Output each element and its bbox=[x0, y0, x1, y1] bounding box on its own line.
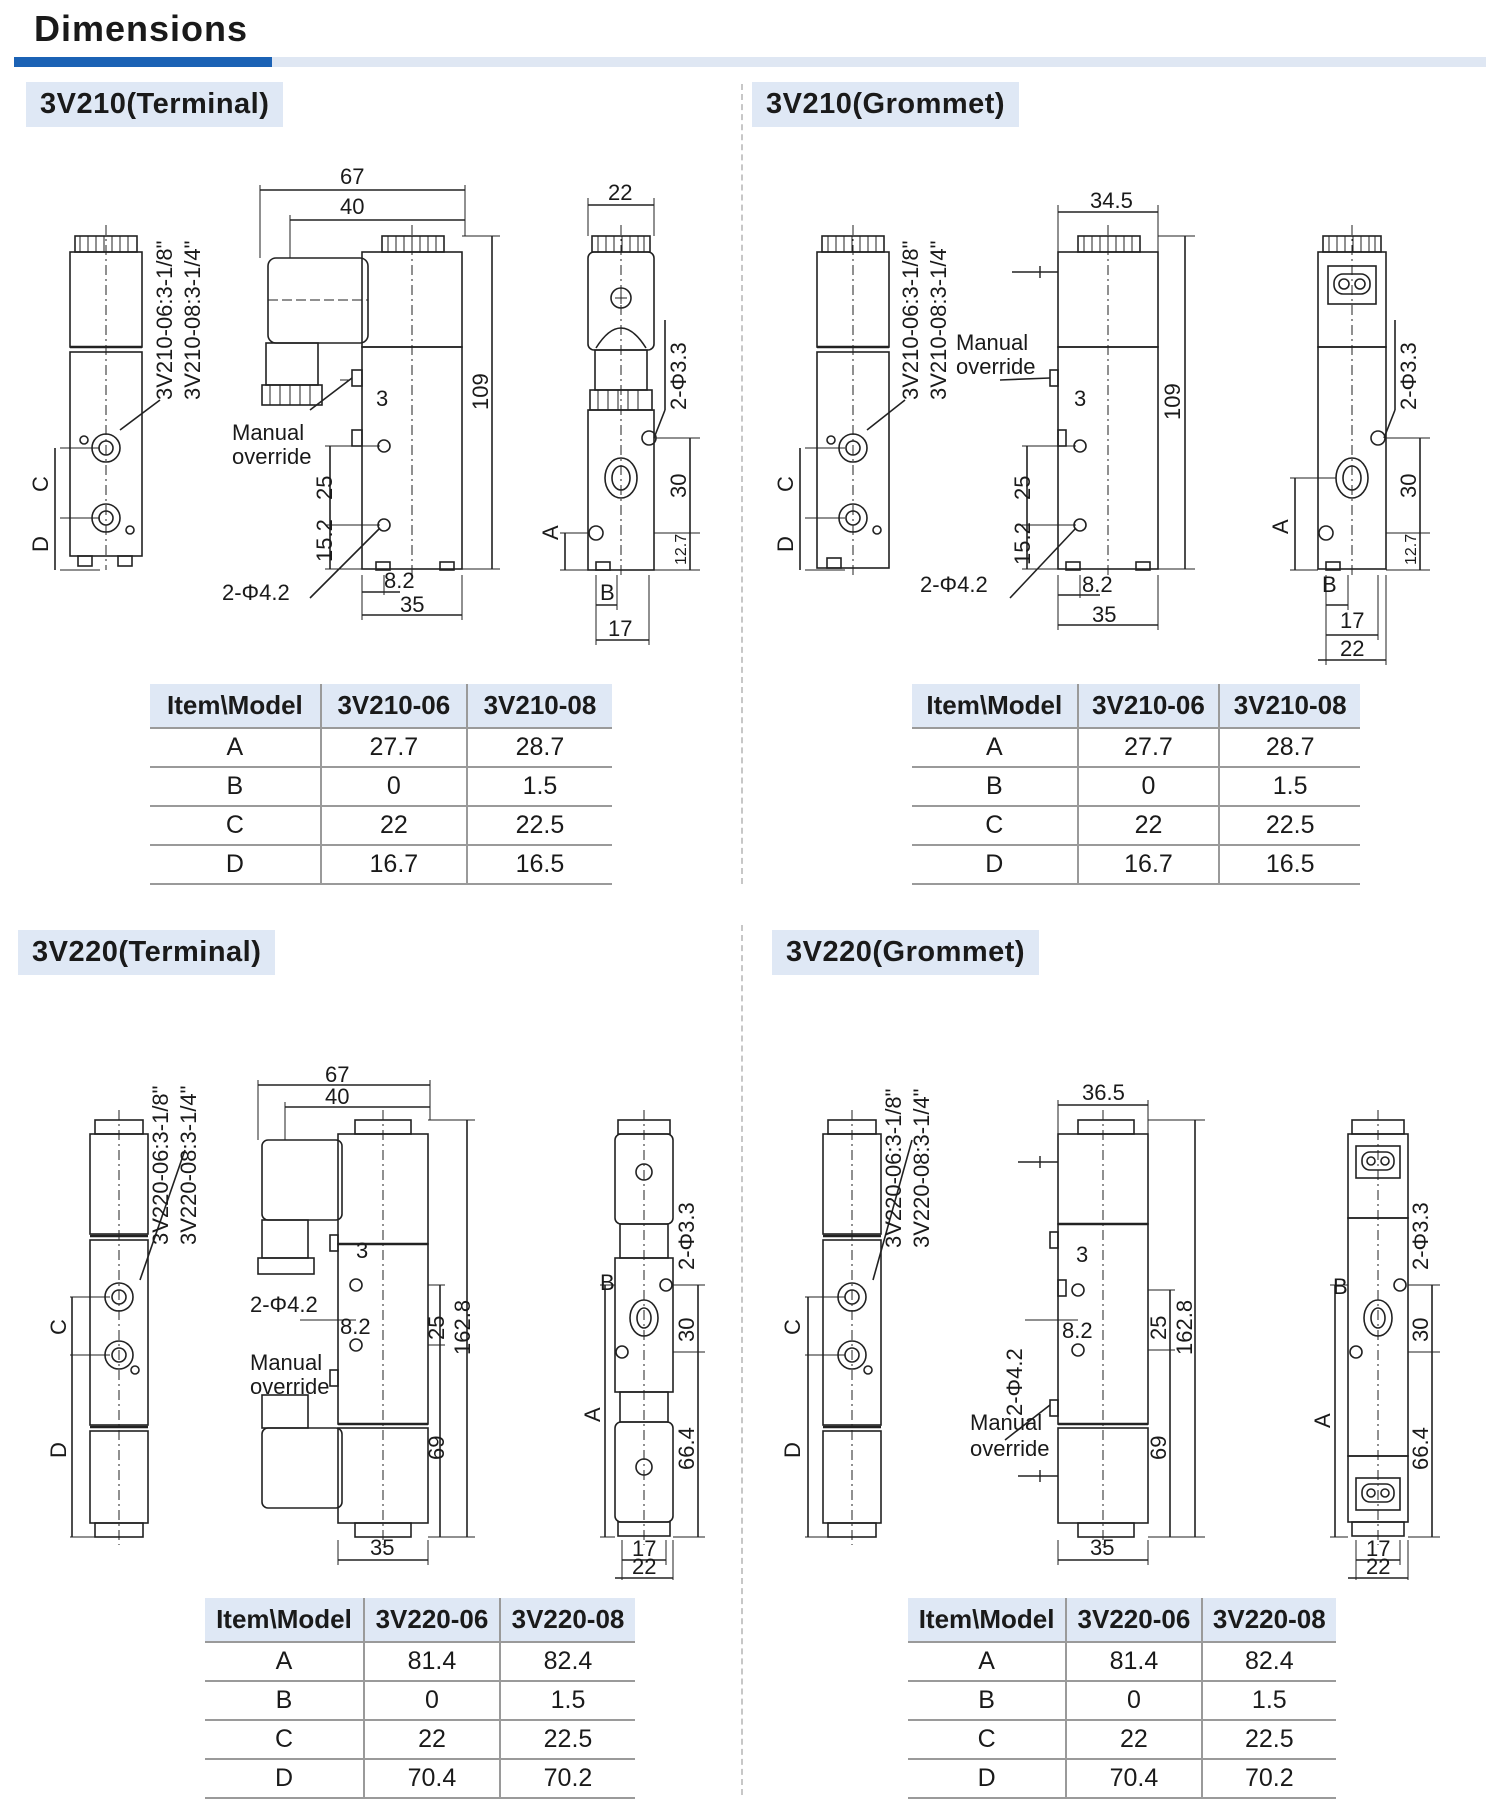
table-cell: 70.4 bbox=[364, 1759, 500, 1798]
table-cell: C bbox=[150, 806, 321, 845]
table-cell: 22.5 bbox=[500, 1720, 635, 1759]
callout-label: override bbox=[250, 1374, 330, 1399]
callout-label: 2-Φ3.3 bbox=[674, 1202, 699, 1270]
table-cell: 22 bbox=[321, 806, 467, 845]
dimension-label: 69 bbox=[424, 1435, 449, 1460]
table-header: 3V220-06 bbox=[1066, 1598, 1201, 1642]
callout-label: 2-Φ3.3 bbox=[1408, 1202, 1433, 1270]
table-cell: B bbox=[912, 767, 1078, 806]
table-cell: A bbox=[912, 728, 1078, 767]
dimension-label: 25 bbox=[1146, 1315, 1171, 1340]
table-cell: 22.5 bbox=[467, 806, 612, 845]
table-cell: D bbox=[912, 845, 1078, 884]
table-cell: 22 bbox=[1078, 806, 1220, 845]
table-cell: C bbox=[908, 1720, 1066, 1759]
table-cell: 16.5 bbox=[467, 845, 612, 884]
port-label: 3V210-08:3-1/4" bbox=[926, 240, 951, 400]
section-title: 3V210(Terminal) bbox=[26, 82, 283, 127]
dimension-label: 22 bbox=[632, 1554, 657, 1579]
dimension-label: 30 bbox=[1408, 1317, 1433, 1342]
letter-label: C bbox=[46, 1319, 71, 1335]
dimension-label: 8.2 bbox=[1082, 572, 1113, 597]
letter-label: B bbox=[1333, 1274, 1348, 1299]
callout-label: 2-Φ4.2 bbox=[222, 580, 290, 605]
table-header: Item\Model bbox=[150, 684, 321, 728]
dimension-label: 25 bbox=[312, 475, 337, 500]
table-header: 3V210-06 bbox=[1078, 684, 1220, 728]
dimension-label: 3 bbox=[1074, 386, 1087, 411]
table-cell: 1.5 bbox=[500, 1681, 635, 1720]
table-cell: 28.7 bbox=[467, 728, 612, 767]
table-row bbox=[205, 1642, 635, 1681]
dimension-label: 15.2 bbox=[312, 519, 337, 562]
table-cell: 22.5 bbox=[1219, 806, 1360, 845]
table-row bbox=[912, 806, 1360, 845]
table-row bbox=[912, 845, 1360, 884]
table-row bbox=[205, 1720, 635, 1759]
spec-table-3v210-grommet bbox=[912, 684, 1360, 885]
table-cell: 82.4 bbox=[500, 1642, 635, 1681]
dimension-label: 162.8 bbox=[1172, 1299, 1197, 1355]
table-cell: 1.5 bbox=[467, 767, 612, 806]
dimension-label: 17 bbox=[1340, 608, 1365, 633]
table-cell: B bbox=[205, 1681, 364, 1720]
table-cell: 70.2 bbox=[1202, 1759, 1336, 1798]
table-row bbox=[908, 1642, 1336, 1681]
port-label: 3V220-06:3-1/8" bbox=[148, 1085, 173, 1245]
letter-label: D bbox=[780, 1442, 805, 1458]
letter-label: B bbox=[600, 580, 615, 605]
callout-label: 2-Φ3.3 bbox=[666, 342, 691, 410]
dimension-label: 15.2 bbox=[1010, 522, 1035, 565]
port-label: 3V210-06:3-1/8" bbox=[152, 240, 177, 400]
valve-side-view bbox=[55, 225, 160, 570]
table-cell: 27.7 bbox=[1078, 728, 1220, 767]
section-title: 3V210(Grommet) bbox=[752, 82, 1019, 127]
dimension-label: 109 bbox=[468, 373, 493, 410]
callout-label: Manual bbox=[232, 420, 305, 445]
table-header: 3V210-08 bbox=[467, 684, 612, 728]
dimension-label: 40 bbox=[340, 194, 365, 219]
dimension-label: 3 bbox=[376, 386, 389, 411]
table-row bbox=[150, 806, 612, 845]
callout-label: 2-Φ4.2 bbox=[250, 1292, 318, 1317]
table-cell: 28.7 bbox=[1219, 728, 1360, 767]
table-cell: 16.5 bbox=[1219, 845, 1360, 884]
table-cell: D bbox=[908, 1759, 1066, 1798]
port-label: 3V220-08:3-1/4" bbox=[176, 1085, 201, 1245]
table-cell: 22 bbox=[364, 1720, 500, 1759]
table-cell: 22 bbox=[1066, 1720, 1201, 1759]
dimension-label: 17 bbox=[632, 1536, 657, 1561]
dimension-label: 8.2 bbox=[384, 568, 415, 593]
letter-label: D bbox=[773, 536, 798, 552]
dimension-label: 67 bbox=[325, 1062, 350, 1087]
callout-label: override bbox=[970, 1436, 1050, 1461]
port-label: 3V220-08:3-1/4" bbox=[909, 1088, 934, 1248]
table-cell: C bbox=[912, 806, 1078, 845]
dimension-label: 8.2 bbox=[1062, 1318, 1093, 1343]
letter-label: A bbox=[1310, 1413, 1335, 1428]
dimension-label: 69 bbox=[1146, 1435, 1171, 1460]
dimension-label: 35 bbox=[1090, 1535, 1115, 1560]
callout-label: 2-Φ4.2 bbox=[920, 572, 988, 597]
table-cell: 81.4 bbox=[1066, 1642, 1201, 1681]
table-cell: 70.2 bbox=[500, 1759, 635, 1798]
table-cell: A bbox=[205, 1642, 364, 1681]
letter-label: A bbox=[580, 1407, 605, 1422]
letter-label: B bbox=[1322, 572, 1337, 597]
dimension-label: 22 bbox=[1366, 1554, 1391, 1579]
callout-label: Manual bbox=[970, 1410, 1043, 1435]
table-cell: 81.4 bbox=[364, 1642, 500, 1681]
letter-label: C bbox=[780, 1319, 805, 1335]
dimension-label: 36.5 bbox=[1082, 1080, 1125, 1105]
spec-table-3v210-terminal bbox=[150, 684, 612, 885]
table-cell: 0 bbox=[1078, 767, 1220, 806]
table-cell: 1.5 bbox=[1219, 767, 1360, 806]
port-label: 3V210-08:3-1/4" bbox=[180, 240, 205, 400]
dimension-label: 40 bbox=[325, 1084, 350, 1109]
callout-label: Manual bbox=[250, 1350, 323, 1375]
table-row bbox=[150, 767, 612, 806]
dimension-label: 30 bbox=[674, 1317, 699, 1342]
callout-label: override bbox=[232, 444, 312, 469]
table-row bbox=[908, 1759, 1336, 1798]
letter-label: A bbox=[1268, 519, 1293, 534]
dimension-label: 30 bbox=[666, 473, 691, 498]
table-row bbox=[908, 1681, 1336, 1720]
spec-table-3v220-grommet bbox=[908, 1598, 1336, 1799]
dimension-label: 66.4 bbox=[1408, 1427, 1433, 1470]
table-cell: D bbox=[150, 845, 321, 884]
table-row bbox=[205, 1681, 635, 1720]
callout-label: Manual bbox=[956, 330, 1029, 355]
table-row bbox=[150, 845, 612, 884]
dimension-label: 22 bbox=[1340, 636, 1365, 661]
dimension-label: 35 bbox=[370, 1535, 395, 1560]
table-row bbox=[912, 728, 1360, 767]
table-cell: B bbox=[150, 767, 321, 806]
dimension-label: 35 bbox=[400, 592, 425, 617]
table-cell: 70.4 bbox=[1066, 1759, 1201, 1798]
dimension-label: 22 bbox=[608, 180, 633, 205]
table-cell: 0 bbox=[364, 1681, 500, 1720]
table-cell: 27.7 bbox=[321, 728, 467, 767]
table-header: 3V210-08 bbox=[1219, 684, 1360, 728]
dimension-label: 12.7 bbox=[673, 533, 690, 565]
table-header: 3V220-08 bbox=[500, 1598, 635, 1642]
letter-label: B bbox=[600, 1270, 615, 1295]
callout-label: 2-Φ3.3 bbox=[1396, 342, 1421, 410]
valve-end-view bbox=[1290, 225, 1430, 665]
dimension-label: 34.5 bbox=[1090, 188, 1133, 213]
table-cell: 16.7 bbox=[1078, 845, 1220, 884]
dimension-label: 67 bbox=[340, 164, 365, 189]
dimension-label: 162.8 bbox=[450, 1299, 475, 1355]
port-label: 3V220-06:3-1/8" bbox=[881, 1088, 906, 1248]
callout-label: override bbox=[956, 354, 1036, 379]
table-header: Item\Model bbox=[205, 1598, 364, 1642]
spec-table-3v220-terminal bbox=[205, 1598, 635, 1799]
table-cell: C bbox=[205, 1720, 364, 1759]
letter-label: A bbox=[538, 525, 563, 540]
dimension-label: 66.4 bbox=[674, 1427, 699, 1470]
table-cell: D bbox=[205, 1759, 364, 1798]
section-title: 3V220(Grommet) bbox=[772, 930, 1039, 975]
dimension-label: 30 bbox=[1396, 473, 1421, 498]
table-cell: 22.5 bbox=[1202, 1720, 1336, 1759]
callout-label: 2-Φ4.2 bbox=[1002, 1348, 1027, 1416]
valve-end-view bbox=[600, 1110, 705, 1580]
letter-label: D bbox=[28, 536, 53, 552]
dimension-label: 35 bbox=[1092, 602, 1117, 627]
dimension-label: 8.2 bbox=[340, 1314, 371, 1339]
dimension-label: 17 bbox=[1366, 1536, 1391, 1561]
table-cell: 16.7 bbox=[321, 845, 467, 884]
letter-label: C bbox=[773, 476, 798, 492]
dimension-label: 3 bbox=[1076, 1242, 1089, 1267]
dimension-label: 25 bbox=[1010, 475, 1035, 500]
section-title: 3V220(Terminal) bbox=[18, 930, 275, 975]
table-cell: 82.4 bbox=[1202, 1642, 1336, 1681]
letter-label: D bbox=[46, 1442, 71, 1458]
letter-label: C bbox=[28, 476, 53, 492]
table-cell: B bbox=[908, 1681, 1066, 1720]
dimension-label: 109 bbox=[1160, 383, 1185, 420]
dimension-label: 25 bbox=[424, 1315, 449, 1340]
page-title: Dimensions bbox=[34, 8, 249, 49]
table-header: Item\Model bbox=[908, 1598, 1066, 1642]
table-header: Item\Model bbox=[912, 684, 1078, 728]
dimension-label: 12.7 bbox=[1403, 533, 1420, 565]
valve-side-view bbox=[800, 225, 905, 575]
table-row bbox=[912, 767, 1360, 806]
table-row bbox=[150, 728, 612, 767]
table-cell: A bbox=[150, 728, 321, 767]
table-header: 3V210-06 bbox=[321, 684, 467, 728]
valve-end-view bbox=[1330, 1110, 1440, 1580]
table-cell: A bbox=[908, 1642, 1066, 1681]
port-label: 3V210-06:3-1/8" bbox=[898, 240, 923, 400]
table-cell: 0 bbox=[321, 767, 467, 806]
dimension-label: 3 bbox=[356, 1238, 369, 1263]
table-row bbox=[908, 1720, 1336, 1759]
table-cell: 1.5 bbox=[1202, 1681, 1336, 1720]
table-header: 3V220-06 bbox=[364, 1598, 500, 1642]
table-cell: 0 bbox=[1066, 1681, 1201, 1720]
table-row bbox=[205, 1759, 635, 1798]
table-header: 3V220-08 bbox=[1202, 1598, 1336, 1642]
valve-end-view bbox=[560, 198, 700, 645]
dimension-label: 17 bbox=[608, 616, 633, 641]
